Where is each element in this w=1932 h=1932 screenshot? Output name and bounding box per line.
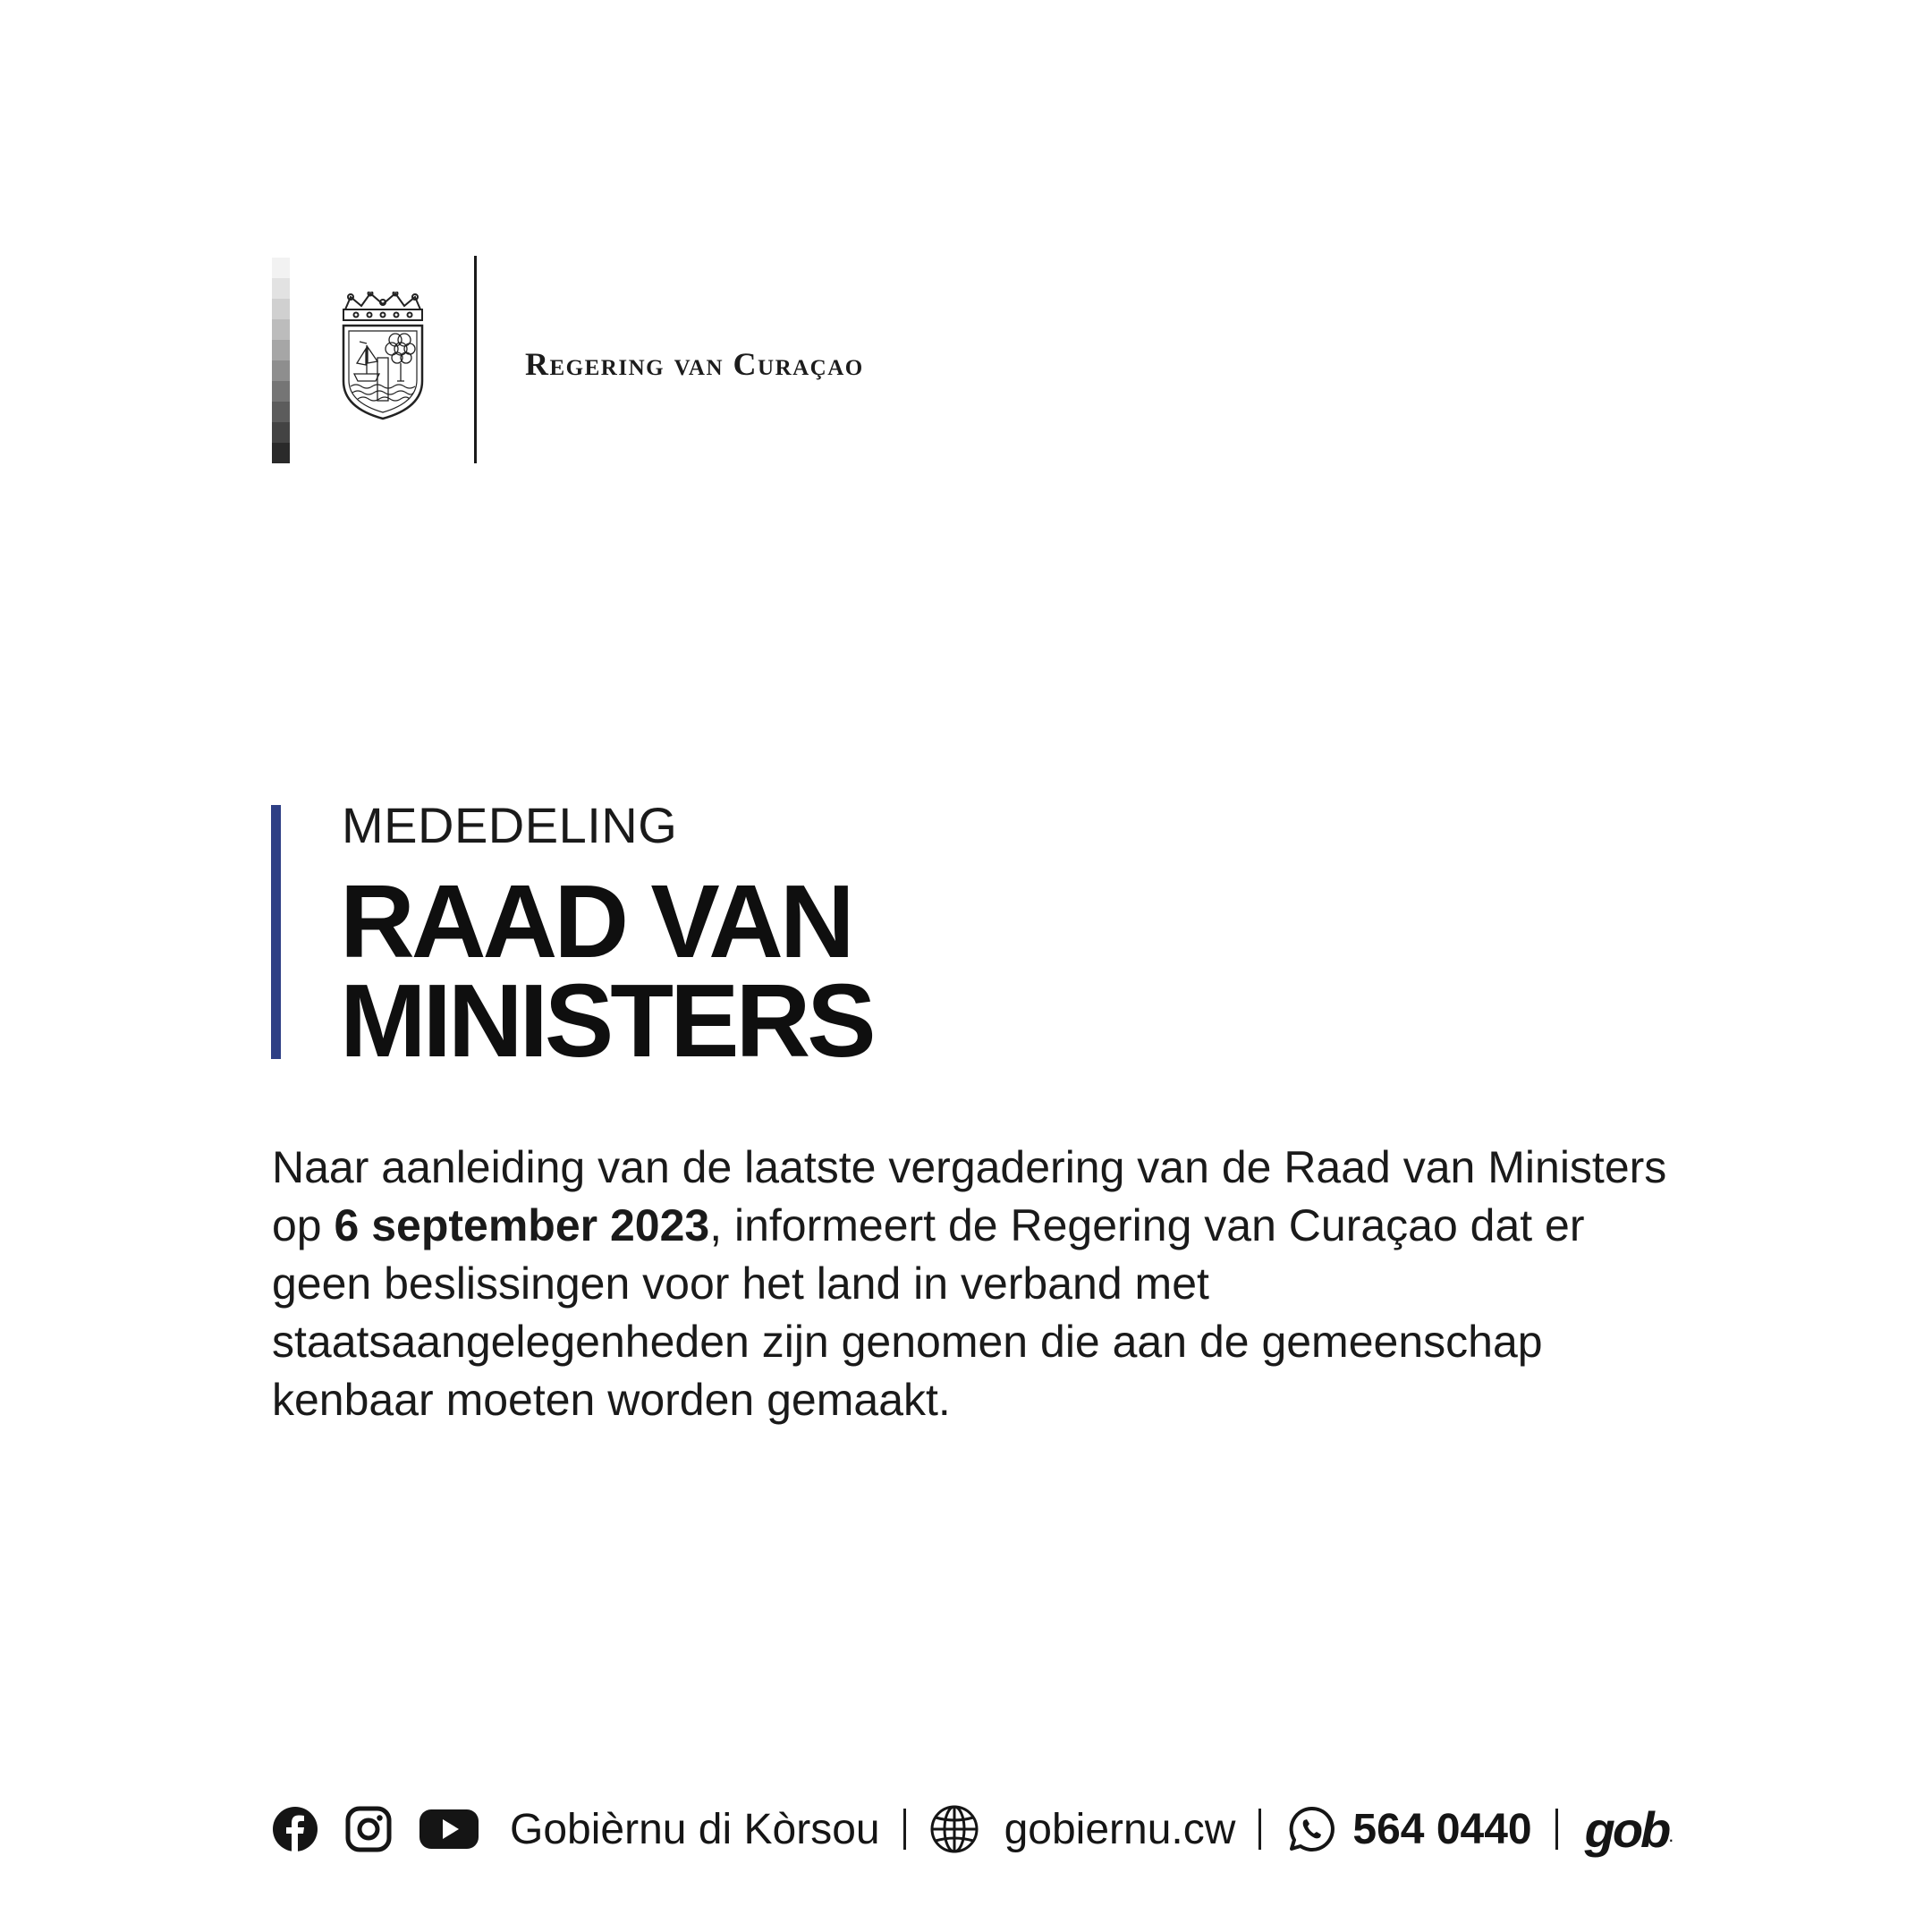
whatsapp-icon[interactable] [1288,1806,1335,1852]
headline-line-1: RAAD VAN [340,863,852,979]
body-text-before-date: Naar aanleiding van de laatste vergadering van de Raad van Ministers op [272,1142,1667,1250]
gob-logo: gob [1584,1801,1669,1858]
announcement-kicker: MEDEDELING [342,797,678,853]
coat-of-arms-icon [338,292,428,422]
announcement-body [272,1139,1694,1429]
gradient-step [272,360,290,381]
organization-name: Regering van Curaçao [525,346,864,382]
gradient-step [272,319,290,340]
gradient-step [272,278,290,299]
gradient-step [272,299,290,319]
whatsapp-number[interactable]: 564 0440 [1352,1805,1532,1853]
logo-gradient-bar [272,258,290,463]
contact-footer [272,1793,1682,1865]
gob-logo-dot: . [1668,1824,1674,1846]
announcement-headline [340,863,1145,1079]
gradient-step [272,340,290,360]
facebook-icon[interactable] [272,1806,318,1852]
youtube-icon[interactable] [419,1806,479,1852]
social-handle: Gobièrnu di Kòrsou [510,1805,880,1853]
headline-line-2: MINISTERS [340,962,873,1079]
instagram-icon[interactable] [345,1806,392,1852]
header-divider [474,256,477,463]
globe-icon [929,1804,979,1854]
gradient-step [272,381,290,402]
footer-separator [903,1809,906,1850]
gradient-step [272,443,290,463]
gradient-step [272,402,290,422]
footer-separator [1258,1809,1261,1850]
meeting-date: 6 september 2023 [334,1200,710,1250]
body-text-after-date: , informeert de Regering van Curaçao dat er geen beslissingen voor het land in verband met staatsaangelegenheden zijn genomen die aan de gemeenschap kenbaar moeten worden gemaakt. [272,1200,1585,1425]
title-accent-bar [271,805,281,1059]
website-link[interactable]: gobiernu.cw [1004,1805,1236,1853]
gradient-step [272,258,290,278]
footer-separator [1555,1809,1558,1850]
gradient-step [272,422,290,443]
